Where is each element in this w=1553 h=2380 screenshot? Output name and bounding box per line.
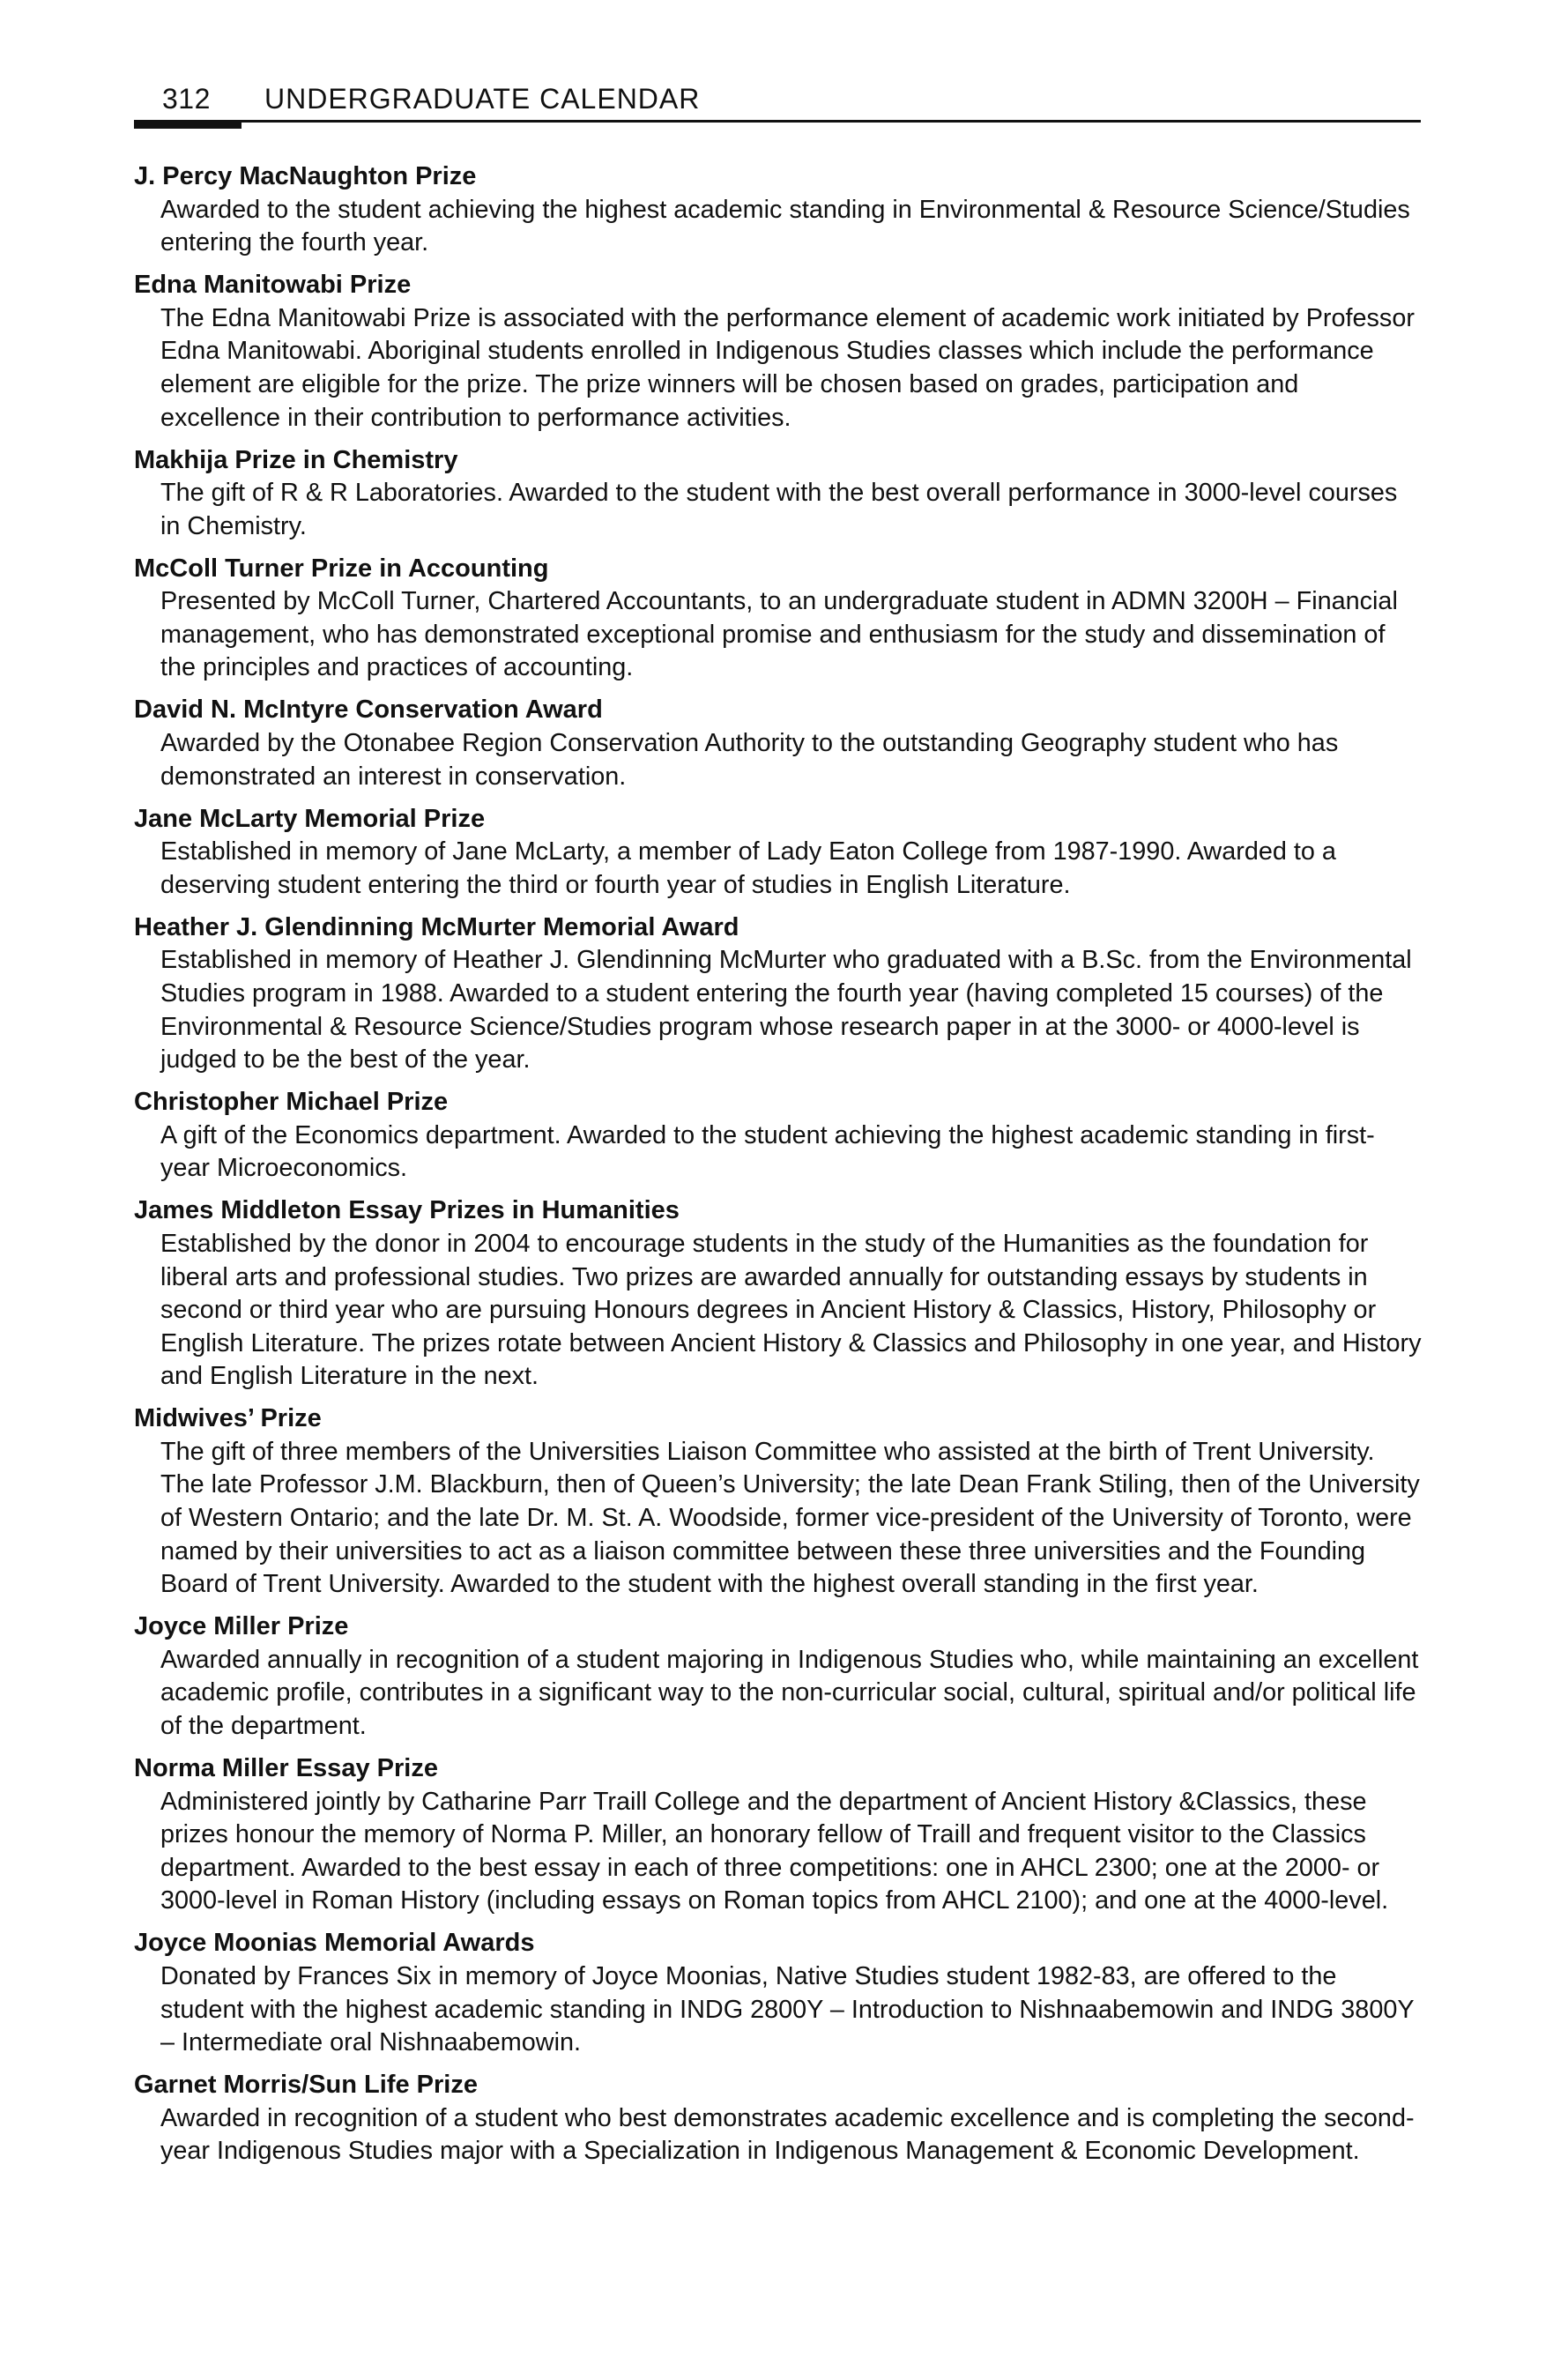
prize-entry: [134, 1086, 1421, 1186]
prize-entry: [134, 553, 1421, 685]
prize-description: Awarded in recognition of a student who best demonstrates academic excellence and is completing the second-year Indigenous Studies major with a Specialization in Indigenous Management & Economic Development.: [160, 2103, 1415, 2166]
prize-title: Christopher Michael Prize: [134, 1088, 449, 1117]
prize-description: Established by the donor in 2004 to encourage students in the study of the Humanities as the foundation for liberal arts and professional studies. Two prizes are awarded annually for outstanding essays by students in second or third year who are pursuing Honours degrees in Ancient History & Classics, History, Philosophy or English Literature. The prizes rotate between Ancient History & Classics and Philosophy in one year, and History and English Literature in the next.: [160, 1229, 1422, 1391]
prize-entry: [134, 911, 1421, 1077]
prize-entry: [134, 2069, 1421, 2168]
prize-title: Midwives’ Prize: [134, 1404, 322, 1433]
running-head: UNDERGRADUATE CALENDAR: [264, 83, 701, 115]
page-number: 312: [162, 83, 211, 115]
prize-entry: [134, 1194, 1421, 1394]
prize-entry: [134, 803, 1421, 903]
prize-description: Administered jointly by Catharine Parr Traill College and the department of Ancient History &Classics, these prizes honour the memory of Norma P. Miller, an honorary fellow of Traill and frequent visitor to the Classics department. Awarded to the best essay in each of three competitions: one in AHCL 2300; one at the 2000- or 3000-level in Roman History (including essays on Roman topics from AHCL 2100); and one at the 4000-level.: [160, 1787, 1389, 1915]
prize-title: Garnet Morris/Sun Life Prize: [134, 2071, 478, 2100]
prize-entry: [134, 160, 1421, 260]
prize-entry: [134, 1927, 1421, 2059]
prize-description: A gift of the Economics department. Awarded to the student achieving the highest academic standing in first-year Microeconomics.: [160, 1120, 1375, 1183]
page-header: [134, 79, 1421, 132]
prize-list: [134, 160, 1421, 2177]
prize-description: Awarded annually in recognition of a student majoring in Indigenous Studies who, while maintaining an excellent academic profile, contributes in a significant way to the non-curricular social, cultural, spiritual and/or political life of the department.: [160, 1645, 1419, 1741]
prize-description: Awarded by the Otonabee Region Conservation Authority to the outstanding Geography student who has demonstrated an interest in conservation.: [160, 729, 1339, 791]
prize-entry: [134, 1402, 1421, 1602]
prize-title: Makhija Prize in Chemistry: [134, 445, 458, 474]
prize-description: Established in memory of Jane McLarty, a member of Lady Eaton College from 1987-1990. Awarded to a deserving student entering the third or fourth year of studies in English Literature.: [160, 837, 1336, 899]
prize-entry: [134, 694, 1421, 793]
prize-entry: [134, 1610, 1421, 1743]
prize-title: James Middleton Essay Prizes in Humanities: [134, 1196, 680, 1225]
prize-description: Presented by McColl Turner, Chartered Accountants, to an undergraduate student in ADMN 3200H – Financial management, who has demonstrated exceptional promise and enthusiasm for the study and dissemination of the principles and practices of accounting.: [160, 587, 1398, 682]
prize-title: McColl Turner Prize in Accounting: [134, 554, 549, 583]
prize-title: Edna Manitowabi Prize: [134, 271, 412, 300]
prize-title: Heather J. Glendinning McMurter Memorial Award: [134, 912, 739, 941]
header-rule-tab: [134, 120, 241, 129]
prize-description: The Edna Manitowabi Prize is associated with the performance element of academic work initiated by Professor Edna Manitowabi. Aboriginal students enrolled in Indigenous Studies classes which include the performance element are eligible for the prize. The prize winners will be chosen based on grades, participation and excellence in their contribution to performance activities.: [160, 303, 1415, 432]
prize-description: Donated by Frances Six in memory of Joyce Moonias, Native Studies student 1982-83, are offered to the student with the highest academic standing in INDG 2800Y – Introduction to Nishnaabemowin and INDG 3800Y – Intermediate oral Nishnaabemowin.: [160, 1961, 1415, 2057]
prize-title: Joyce Miller Prize: [134, 1612, 349, 1641]
prize-entry: [134, 1752, 1421, 1918]
prize-title: Norma Miller Essay Prize: [134, 1754, 438, 1783]
prize-title: Joyce Moonias Memorial Awards: [134, 1929, 535, 1958]
prize-title: David N. McIntyre Conservation Award: [134, 695, 603, 725]
prize-description: Awarded to the student achieving the highest academic standing in Environmental & Resource Science/Studies entering the fourth year.: [160, 195, 1410, 257]
prize-description: The gift of three members of the Universities Liaison Committee who assisted at the birth of Trent University. The late Professor J.M. Blackburn, then of Queen’s University; the late Dean Frank Stiling, then of the University of Western Ontario; and the late Dr. M. St. A. Woodside, former vice-president of the University of Toronto, were named by their universities to act as a liaison committee between these three universities and the Founding Board of Trent University. Awarded to the student with the highest overall standing in the first year.: [160, 1437, 1420, 1599]
prize-title: J. Percy MacNaughton Prize: [134, 162, 477, 190]
prize-entry: [134, 444, 1421, 544]
prize-title: Jane McLarty Memorial Prize: [134, 804, 486, 833]
header-rule: [134, 120, 1421, 123]
prize-description: Established in memory of Heather J. Glendinning McMurter who graduated with a B.Sc. from the Environmental Studies program in 1988. Awarded to a student entering the fourth year (having completed 15 courses) of the Environmental & Resource Science/Studies program whose research paper in at the 3000- or 4000-level is judged to be the best of the year.: [160, 946, 1412, 1075]
prize-entry: [134, 269, 1421, 435]
prize-description: The gift of R & R Laboratories. Awarded to the student with the best overall performance in 3000-level courses in Chemistry.: [160, 479, 1398, 540]
